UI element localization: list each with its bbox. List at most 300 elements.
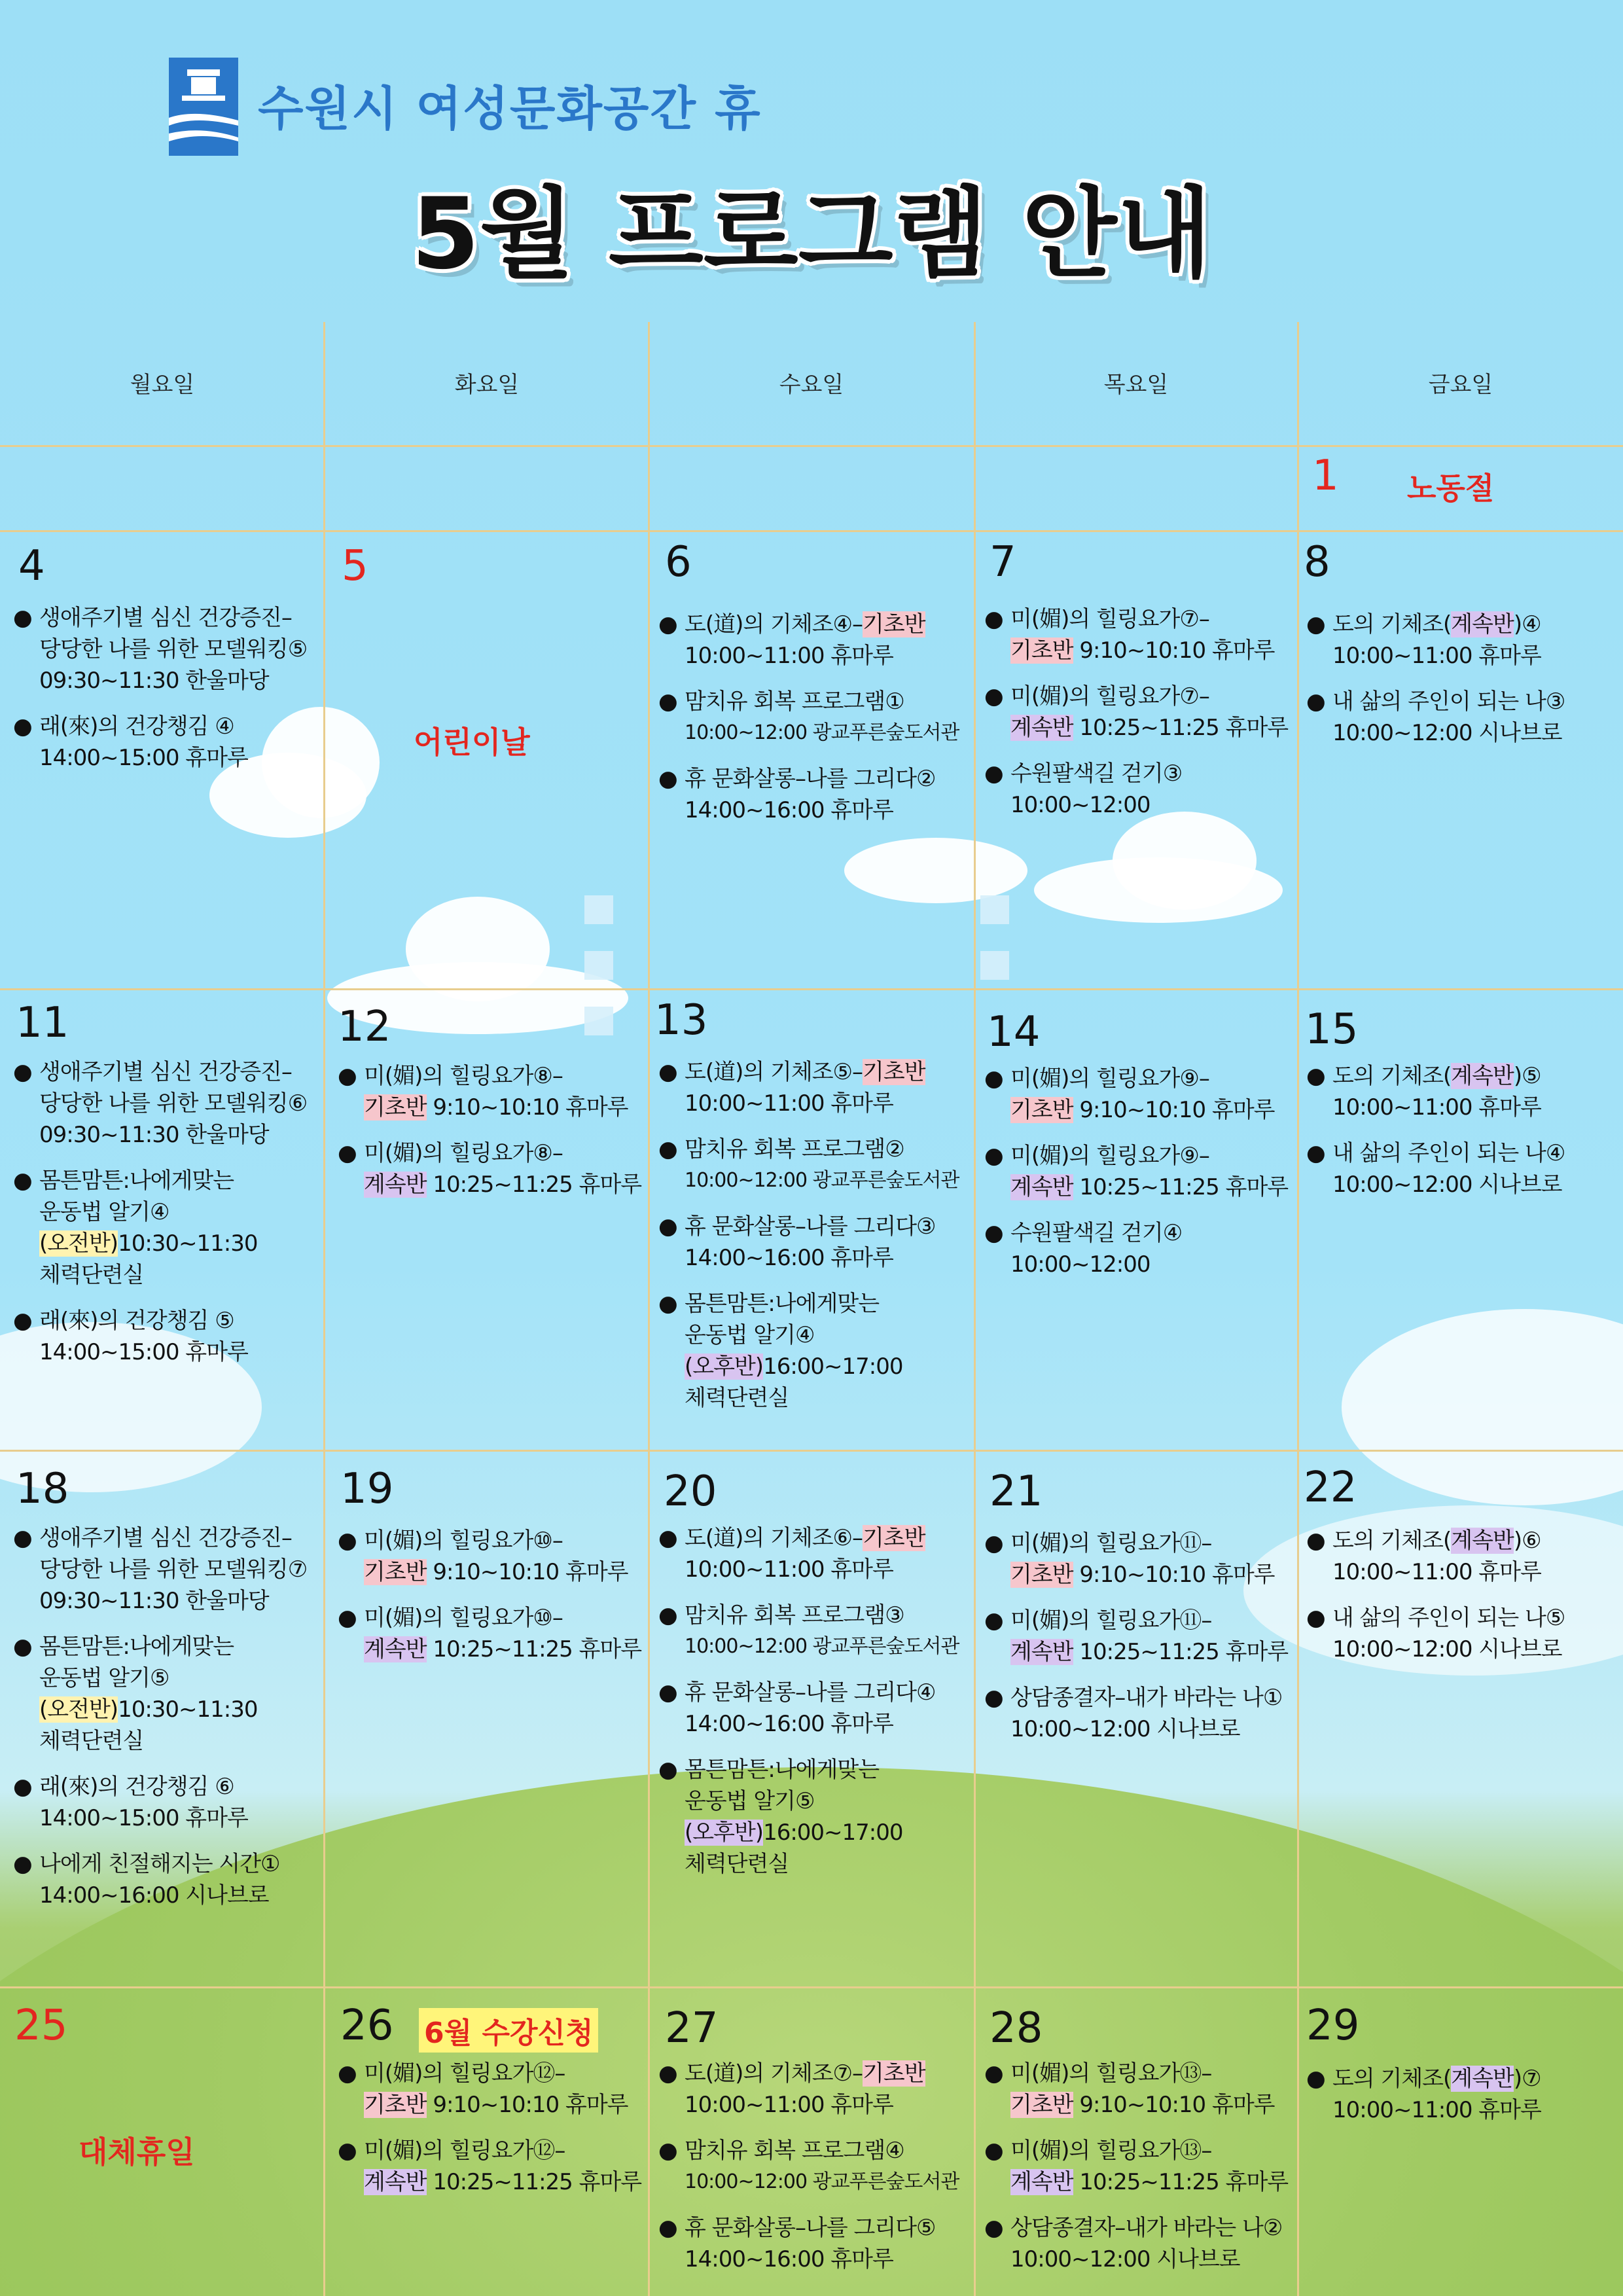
event-title: 휴 문화살롱–나를 그리다③ (685, 1213, 936, 1240)
event-list (9, 1522, 307, 1926)
bullet-icon: ● (658, 1679, 677, 1706)
dayname-thu: 목요일 (1103, 372, 1169, 398)
bullet-icon: ● (658, 1213, 677, 1240)
event-detail: 10:00~12:00 광교푸른숲도서관 (685, 1635, 959, 1658)
event-item (9, 1165, 307, 1291)
event-title: 수원팔색길 걷기④ (1010, 1220, 1183, 1246)
date-label: 20 (664, 1467, 717, 1516)
event-title (1332, 1060, 1565, 1092)
event-title-text: 도의 기체조( (1332, 2066, 1452, 2092)
event-title: 맘치유 회복 프로그램① (685, 689, 904, 715)
bullet-icon: ● (13, 713, 32, 740)
event-title-text: 도(道)의 기체조⑦– (685, 2060, 863, 2087)
event-detail: 10:00~11:00 휴마루 (1332, 2097, 1541, 2123)
date-label: 21 (990, 1467, 1043, 1516)
event-item (334, 1138, 641, 1200)
event-detail: 14:00~16:00 휴마루 (685, 2246, 893, 2272)
event-list (980, 1528, 1288, 1759)
class-tag: 계속반 (1010, 2169, 1073, 2195)
bullet-icon: ● (338, 1063, 357, 1089)
class-tag: 기초반 (1010, 637, 1073, 664)
event-title: 수원팔색길 걷기③ (1010, 761, 1183, 787)
class-tag: 계속반 (364, 1636, 427, 1662)
event-detail (1010, 1094, 1288, 1126)
bullet-icon: ● (13, 1308, 32, 1334)
event-time: 9:10~10:10 휴마루 (426, 1559, 628, 1585)
bullet-icon: ● (658, 1291, 677, 1317)
bullet-icon: ● (658, 2060, 677, 2087)
event-time: 10:25~11:25 휴마루 (1073, 715, 1289, 741)
event-detail: 14:00~15:00 휴마루 (39, 1339, 248, 1365)
event-title: 미(媚)의 힐링요가⑪– (1010, 1607, 1212, 1634)
event-title-text: 도(道)의 기체조④– (685, 611, 863, 637)
holiday-label: 노동절 (1407, 471, 1495, 506)
event-detail: 당당한 나를 위한 모델워킹⑤ (39, 636, 308, 662)
bullet-icon: ● (13, 1059, 32, 1085)
date-label: 14 (987, 1008, 1041, 1056)
class-tag: 기초반 (364, 1559, 427, 1585)
bullet-icon: ● (338, 1605, 357, 1631)
event-item (654, 1522, 959, 1585)
event-list (654, 1056, 959, 1428)
event-list (980, 2058, 1288, 2289)
event-detail: 09:30~11:30 한울마당 (39, 1122, 269, 1148)
grid-line (0, 988, 1623, 990)
event-list (334, 1525, 641, 1679)
event-item (9, 1522, 307, 1617)
event-item (980, 1063, 1288, 1126)
event-title-text: )④ (1513, 611, 1541, 637)
event-detail: 14:00~15:00 휴마루 (39, 745, 248, 771)
event-detail: 10:00~12:00 시나브로 (1332, 1636, 1562, 1662)
bullet-icon: ● (984, 2215, 1003, 2241)
class-tag: 계속반 (1010, 715, 1073, 741)
bullet-icon: ● (984, 761, 1003, 787)
bullet-icon: ● (1306, 689, 1325, 715)
event-list (1302, 1525, 1565, 1679)
event-detail: 10:00~11:00 휴마루 (685, 1090, 893, 1117)
bullet-icon: ● (984, 2138, 1003, 2164)
event-item (1302, 2063, 1541, 2126)
event-title: 상담종결자–내가 바라는 나① (1010, 1685, 1283, 1711)
event-item (654, 686, 959, 749)
class-tag: (오후반) (685, 1820, 764, 1846)
bullet-icon: ● (658, 689, 677, 715)
event-list (9, 602, 307, 788)
event-title (1332, 1525, 1565, 1556)
event-item (1302, 1138, 1565, 1200)
bullet-icon: ● (13, 605, 32, 631)
class-tag: 기초반 (1010, 2092, 1073, 2118)
date-label: 11 (16, 999, 69, 1047)
event-list (1302, 1060, 1565, 1215)
event-item (654, 609, 959, 672)
event-item (1302, 609, 1565, 672)
event-list (654, 1522, 959, 1894)
bullet-icon: ● (1306, 1605, 1325, 1631)
bullet-icon: ● (984, 1685, 1003, 1711)
event-title: 미(媚)의 힐링요가⑫– (364, 2138, 565, 2164)
grid-line (974, 322, 976, 2296)
event-detail (364, 2166, 641, 2198)
event-detail: 10:00~11:00 휴마루 (685, 1556, 893, 1583)
event-title: 휴 문화살롱–나를 그리다⑤ (685, 2215, 936, 2241)
event-item (654, 2058, 959, 2121)
event-time: 16:00~17:00 (763, 1354, 903, 1380)
event-item (334, 2058, 641, 2121)
grid-line (1297, 322, 1299, 2296)
event-detail (685, 1351, 959, 1382)
event-title: 휴 문화살롱–나를 그리다④ (685, 1679, 936, 1706)
event-title (685, 2058, 959, 2089)
decor-square (980, 895, 1009, 924)
event-title: 맘치유 회복 프로그램③ (685, 1602, 904, 1628)
bullet-icon: ● (1306, 1140, 1325, 1166)
event-title: 미(媚)의 힐링요가⑫– (364, 2060, 565, 2087)
event-item (1302, 1525, 1565, 1588)
event-title: 미(媚)의 힐링요가⑦– (1010, 683, 1209, 709)
class-tag: 기초반 (863, 1525, 925, 1551)
class-tag: 계속반 (364, 2169, 427, 2195)
class-tag: 계속반 (364, 1172, 427, 1198)
event-title (685, 609, 959, 640)
class-tag: 기초반 (364, 1094, 427, 1121)
event-detail (1010, 2166, 1288, 2198)
event-time: 10:30~11:30 (118, 1696, 258, 1723)
event-detail (1010, 1172, 1288, 1203)
event-item (980, 681, 1288, 744)
event-detail: 당당한 나를 위한 모델워킹⑦ (39, 1556, 308, 1583)
event-item (654, 1211, 959, 1274)
event-list (334, 1060, 641, 1215)
class-tag: 기초반 (1010, 1562, 1073, 1588)
event-detail: 10:00~12:00 광교푸른숲도서관 (685, 721, 959, 744)
event-title-text: 도(道)의 기체조⑥– (685, 1525, 863, 1551)
event-detail: 10:00~11:00 휴마루 (685, 643, 893, 669)
event-detail: 10:00~12:00 시나브로 (1010, 2246, 1240, 2272)
event-detail (1010, 1636, 1288, 1668)
event-detail (39, 1694, 307, 1725)
event-time: 9:10~10:10 휴마루 (426, 2092, 628, 2118)
class-tag: 계속반 (1451, 2066, 1514, 2092)
event-detail (364, 1092, 641, 1123)
event-detail (364, 1556, 641, 1588)
signup-banner: 6월 수강신청 (419, 2008, 598, 2053)
dayname-mon: 월요일 (130, 372, 195, 398)
event-title: 휴 문화살롱–나를 그리다② (685, 766, 936, 792)
event-title: 운동법 알기④ (685, 1322, 815, 1348)
class-tag: 계속반 (1451, 611, 1514, 637)
class-tag: 계속반 (1451, 1063, 1514, 1089)
grid-line (0, 1450, 1623, 1452)
event-item (334, 1602, 641, 1665)
event-title-text: )⑥ (1513, 1528, 1541, 1554)
date-label: 5 (342, 542, 368, 590)
event-title: 래(來)의 건강챙김 ⑥ (39, 1774, 234, 1800)
event-detail (1010, 635, 1288, 666)
event-title: 맘치유 회복 프로그램④ (685, 2138, 904, 2164)
event-title: 몸튼맘튼:나에게맞는 (39, 1168, 234, 1194)
event-title: 내 삶의 주인이 되는 나④ (1332, 1140, 1565, 1166)
event-detail: 당당한 나를 위한 모델워킹⑥ (39, 1090, 308, 1117)
date-label: 22 (1304, 1463, 1357, 1512)
bullet-icon: ● (984, 2060, 1003, 2087)
event-detail: 10:00~12:00 광교푸른숲도서관 (685, 1169, 959, 1192)
bullet-icon: ● (658, 611, 677, 637)
bullet-icon: ● (658, 1136, 677, 1162)
event-time: 9:10~10:10 휴마루 (1073, 637, 1275, 664)
event-detail: 10:00~11:00 휴마루 (1332, 1094, 1541, 1121)
event-title: 몸튼맘튼:나에게맞는 (685, 1291, 880, 1317)
event-title (685, 1056, 959, 1088)
event-detail (1010, 712, 1288, 744)
event-list (980, 603, 1288, 835)
event-title: 생애주기별 심신 건강증진– (39, 605, 292, 631)
decor-square (584, 1007, 613, 1035)
bullet-icon: ● (338, 1140, 357, 1166)
bullet-icon: ● (658, 1525, 677, 1551)
bullet-icon: ● (984, 683, 1003, 709)
decor-square (584, 951, 613, 980)
holiday-label: 어린이날 (414, 725, 530, 760)
event-time: 10:25~11:25 휴마루 (1073, 2169, 1289, 2195)
event-detail: 14:00~16:00 휴마루 (685, 1711, 893, 1737)
event-detail: 09:30~11:30 한울마당 (39, 668, 269, 694)
bullet-icon: ● (984, 1220, 1003, 1246)
event-time: 10:25~11:25 휴마루 (426, 2169, 642, 2195)
event-detail (39, 1228, 307, 1259)
date-label: 19 (340, 1465, 394, 1513)
event-title: 운동법 알기④ (39, 1199, 169, 1225)
dayname-tue: 화요일 (454, 372, 520, 398)
event-list (980, 1063, 1288, 1295)
event-detail: 14:00~16:00 휴마루 (685, 797, 893, 823)
bullet-icon: ● (338, 2060, 357, 2087)
event-place: 체력단련실 (39, 1262, 144, 1288)
event-place: 체력단련실 (685, 1385, 789, 1411)
bullet-icon: ● (984, 606, 1003, 632)
class-tag: 기초반 (863, 2060, 925, 2087)
event-title: 미(媚)의 힐링요가⑧– (364, 1063, 563, 1089)
event-item (9, 1631, 307, 1757)
event-detail: 14:00~16:00 휴마루 (685, 1245, 893, 1271)
event-time: 10:25~11:25 휴마루 (426, 1172, 642, 1198)
event-item (980, 1140, 1288, 1203)
bullet-icon: ● (658, 1757, 677, 1783)
date-label: 8 (1304, 538, 1330, 586)
event-list (654, 2058, 959, 2289)
event-detail: 10:00~12:00 시나브로 (1332, 720, 1562, 746)
date-label: 15 (1305, 1005, 1359, 1054)
event-title: 내 삶의 주인이 되는 나③ (1332, 689, 1565, 715)
grid-line (648, 322, 650, 2296)
event-place: 체력단련실 (39, 1728, 144, 1754)
event-time: 10:30~11:30 (118, 1230, 258, 1257)
event-time: 10:25~11:25 휴마루 (1073, 1639, 1289, 1665)
event-time: 9:10~10:10 휴마루 (1073, 2092, 1275, 2118)
event-item (334, 1525, 641, 1588)
event-item (1302, 1060, 1565, 1123)
event-item (9, 1771, 307, 1834)
event-item (654, 1056, 959, 1119)
event-item (9, 1848, 307, 1911)
class-tag: 계속반 (1451, 1528, 1514, 1554)
event-item (9, 1056, 307, 1151)
event-title (1332, 2063, 1541, 2094)
date-label: 6 (665, 538, 692, 586)
grid-line (0, 1986, 1623, 1988)
bullet-icon: ● (13, 1168, 32, 1194)
event-time: 9:10~10:10 휴마루 (1073, 1562, 1275, 1588)
event-item (1302, 686, 1565, 749)
bullet-icon: ● (984, 1066, 1003, 1092)
bullet-icon: ● (984, 1143, 1003, 1169)
event-list (1302, 609, 1565, 763)
event-detail: 14:00~16:00 시나브로 (39, 1882, 269, 1909)
class-tag: (오전반) (39, 1696, 118, 1723)
event-item (654, 2135, 959, 2198)
event-detail (1010, 1559, 1288, 1590)
event-item (980, 1528, 1288, 1590)
date-label: 29 (1306, 2001, 1360, 2050)
event-list (334, 2058, 641, 2212)
class-tag: (오전반) (39, 1230, 118, 1257)
bullet-icon: ● (1306, 1528, 1325, 1554)
event-title: 미(媚)의 힐링요가⑪– (1010, 1530, 1212, 1556)
event-title: 미(媚)의 힐링요가⑬– (1010, 2138, 1212, 2164)
event-title: 맘치유 회복 프로그램② (685, 1136, 904, 1162)
event-detail: 09:30~11:30 한울마당 (39, 1588, 269, 1614)
event-title: 생애주기별 심신 건강증진– (39, 1525, 292, 1551)
bullet-icon: ● (658, 2138, 677, 2164)
event-item (980, 1217, 1288, 1280)
event-item (980, 1605, 1288, 1668)
event-detail: 10:00~11:00 휴마루 (1332, 643, 1541, 669)
event-title: 내 삶의 주인이 되는 나⑤ (1332, 1605, 1565, 1631)
event-detail: 10:00~11:00 휴마루 (1332, 1559, 1541, 1585)
bullet-icon: ● (658, 1602, 677, 1628)
event-detail: 10:00~12:00 광교푸른숲도서관 (685, 2170, 959, 2193)
date-label: 12 (338, 1003, 391, 1051)
date-label: 13 (654, 996, 708, 1045)
event-title-text: 도의 기체조( (1332, 611, 1452, 637)
class-tag: 기초반 (364, 2092, 427, 2118)
class-tag: 기초반 (863, 611, 925, 637)
event-title: 상담종결자–내가 바라는 나② (1010, 2215, 1283, 2241)
event-list (654, 609, 959, 840)
event-title-text: 도의 기체조( (1332, 1528, 1452, 1554)
event-list (1302, 2063, 1541, 2140)
event-place: 체력단련실 (685, 1851, 789, 1877)
date-label: 18 (16, 1465, 69, 1513)
dayname-fri: 금요일 (1428, 372, 1493, 398)
event-item (980, 603, 1288, 666)
bullet-icon: ● (13, 1525, 32, 1551)
page-title: 5월 프로그램 안내 (411, 177, 1212, 291)
event-title: 래(來)의 건강챙김 ⑤ (39, 1308, 234, 1334)
bullet-icon: ● (984, 1607, 1003, 1634)
event-title (1332, 609, 1565, 640)
grid-line (323, 322, 325, 2296)
event-detail: 14:00~15:00 휴마루 (39, 1805, 248, 1831)
date-label: 7 (990, 538, 1016, 586)
bullet-icon: ● (338, 1528, 357, 1554)
event-item (980, 2058, 1288, 2121)
logo-icon (169, 58, 238, 156)
event-item (334, 1060, 641, 1123)
event-list (9, 1056, 307, 1382)
event-item (654, 1134, 959, 1196)
date-label: 25 (14, 2001, 68, 2050)
date-label: 26 (340, 2001, 394, 2050)
event-title: 미(媚)의 힐링요가⑨– (1010, 1143, 1209, 1169)
event-time: 9:10~10:10 휴마루 (426, 1094, 628, 1121)
event-detail (364, 1169, 641, 1200)
date-label: 4 (18, 542, 45, 590)
bullet-icon: ● (1306, 611, 1325, 637)
event-item (334, 2135, 641, 2198)
event-item (980, 758, 1288, 821)
event-detail: 10:00~12:00 (1010, 792, 1150, 818)
event-detail: 10:00~11:00 휴마루 (685, 2092, 893, 2118)
event-title-text: )⑦ (1513, 2066, 1541, 2092)
grid-line (0, 530, 1623, 532)
event-detail (364, 1634, 641, 1665)
event-title: 미(媚)의 힐링요가⑩– (364, 1528, 563, 1554)
event-title-text: 도의 기체조( (1332, 1063, 1452, 1089)
event-title (685, 1522, 959, 1554)
bullet-icon: ● (658, 766, 677, 792)
dayname-wed: 수요일 (779, 372, 844, 398)
event-title-text: )⑤ (1513, 1063, 1541, 1089)
event-title: 운동법 알기⑤ (39, 1665, 169, 1691)
holiday-label: 대체휴일 (79, 2134, 195, 2170)
class-tag: 계속반 (1010, 1639, 1073, 1665)
date-label: 27 (665, 2004, 719, 2053)
bullet-icon: ● (984, 1530, 1003, 1556)
event-time: 10:25~11:25 휴마루 (426, 1636, 642, 1662)
cloud (844, 838, 1027, 903)
org-name: 수원시 여성문화공간 휴 (258, 81, 762, 136)
event-title: 미(媚)의 힐링요가⑧– (364, 1140, 563, 1166)
bullet-icon: ● (1306, 2066, 1325, 2092)
event-item (654, 2212, 959, 2275)
cloud (406, 897, 550, 1001)
bullet-icon: ● (13, 1634, 32, 1660)
event-item (654, 763, 959, 826)
date-label: 28 (990, 2004, 1043, 2053)
decor-square (980, 951, 1009, 980)
decor-square (584, 895, 613, 924)
bullet-icon: ● (13, 1774, 32, 1800)
event-detail (364, 2089, 641, 2121)
event-detail (1010, 2089, 1288, 2121)
event-item (654, 1288, 959, 1414)
event-item (9, 711, 307, 774)
event-title-text: 도(道)의 기체조⑤– (685, 1059, 863, 1085)
grid-line (0, 445, 1623, 447)
class-tag: 계속반 (1010, 1174, 1073, 1200)
event-item (1302, 1602, 1565, 1665)
event-detail: 10:00~12:00 시나브로 (1010, 1716, 1240, 1742)
class-tag: (오후반) (685, 1354, 764, 1380)
event-time: 16:00~17:00 (763, 1820, 903, 1846)
event-detail: 10:00~12:00 (1010, 1251, 1150, 1278)
bullet-icon: ● (1306, 1063, 1325, 1089)
event-detail (685, 1817, 959, 1848)
bullet-icon: ● (658, 2215, 677, 2241)
event-title: 미(媚)의 힐링요가⑨– (1010, 1066, 1209, 1092)
